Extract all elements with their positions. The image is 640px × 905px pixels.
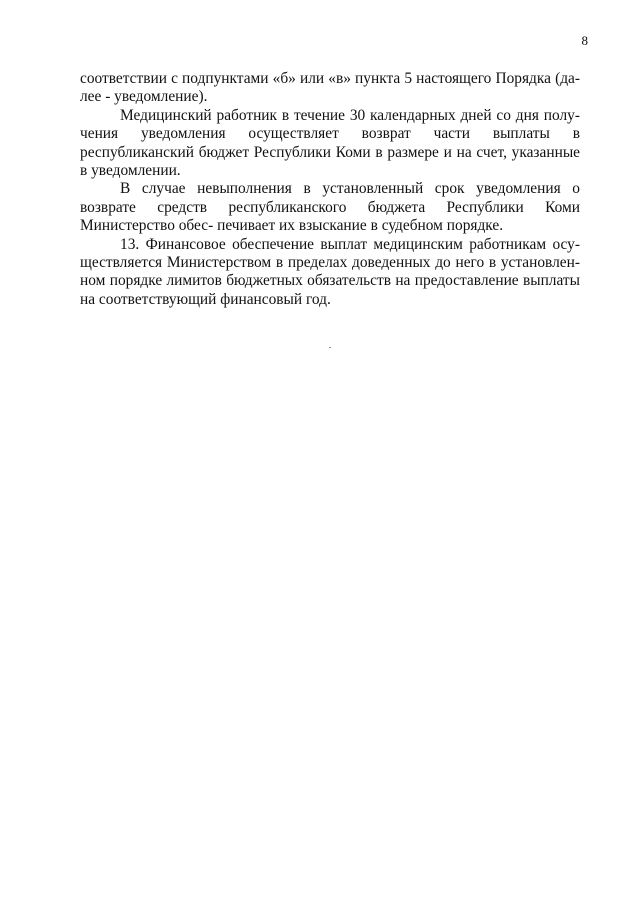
text-line: средств республиканского бюджета Республики Коми Министерство обес- (80, 198, 580, 235)
text-line: печивает их взыскание в судебном порядке. (217, 217, 504, 235)
text-line: В случае невыполнения в установленный срок уведомления о возврате (80, 180, 580, 216)
text-line: лее - уведомление). (80, 88, 208, 106)
scan-speck (329, 347, 331, 348)
paragraph-13-financing (80, 236, 580, 310)
paragraph-refund-deadline (80, 107, 580, 181)
text-line: на соответствующий финансовый год. (80, 290, 331, 308)
page-number: 8 (581, 33, 588, 48)
text-line: Медицинский работник в течение 30 календарных дней со дня полу- (120, 106, 580, 124)
text-line: соответствии с подпунктами «б» или «в» пункта 5 настоящего Порядка (да- (80, 70, 580, 87)
text-line: бюджет Республики Коми в размере и на счет, указанные в уведомлении. (80, 143, 580, 180)
text-line: ном порядке лимитов бюджетных обязательств на предоставление выплаты (80, 272, 580, 290)
text-line: 13. Финансовое обеспечение выплат медицинским работникам осу- (120, 235, 580, 253)
text-line: чения уведомления осуществляет возврат части выплаты в республиканский (80, 125, 580, 161)
text-line: ществляется Министерством в пределах доведенных до него в установлен- (80, 254, 580, 272)
document-body (80, 70, 580, 309)
paragraph-recovery (80, 180, 580, 235)
paragraph-continuation (80, 70, 580, 107)
